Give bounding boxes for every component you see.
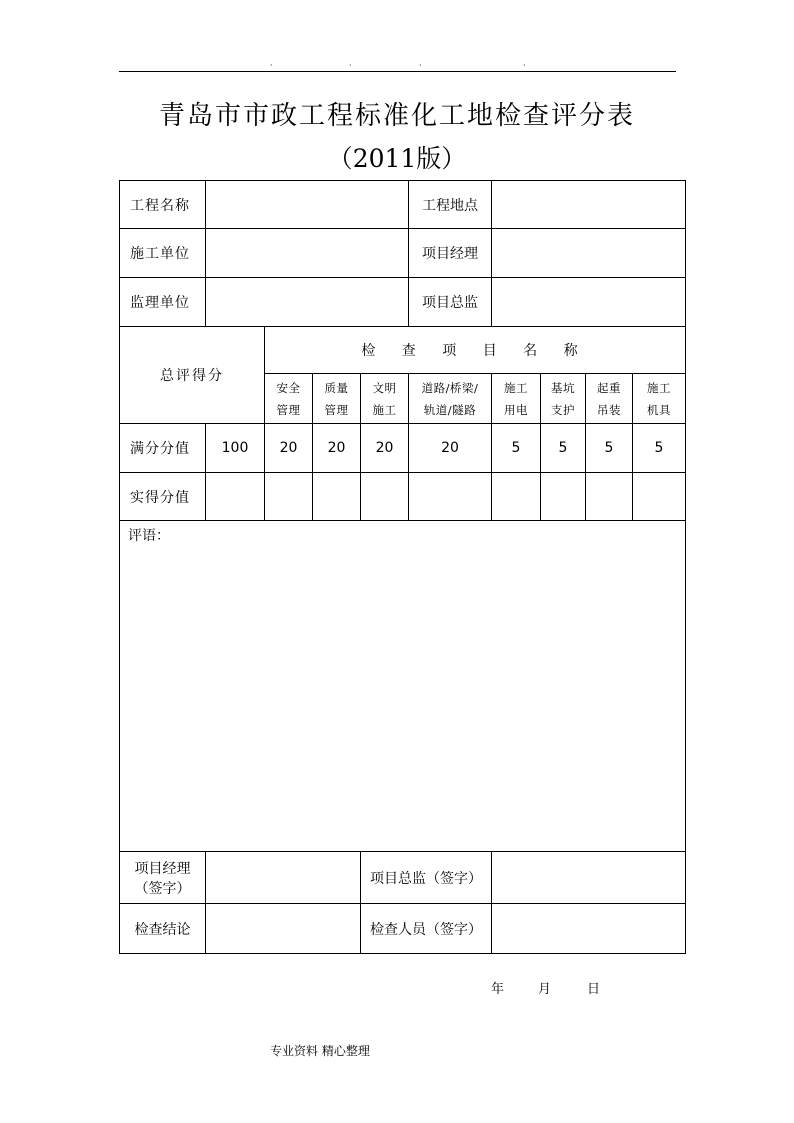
project-manager-label: 项目经理	[409, 229, 492, 278]
item-civilized-construction	[361, 374, 409, 424]
item-label-line2: 支护	[551, 402, 575, 417]
info-row	[120, 278, 686, 327]
full-score-label: 满分分值	[120, 424, 206, 473]
date-day: 日	[587, 982, 601, 997]
item-label-line1: 起重	[597, 380, 621, 395]
actual-score-label: 实得分值	[120, 473, 206, 521]
conclusion-field[interactable]	[206, 904, 361, 954]
item-label-line2: 机具	[647, 402, 671, 417]
item-label-line2: 管理	[324, 402, 349, 417]
inspector-signature-field[interactable]	[492, 904, 686, 954]
actual-score-field[interactable]	[586, 473, 633, 521]
chief-supervisor-label: 项目总监	[409, 278, 492, 327]
supervision-unit-field[interactable]	[206, 278, 409, 327]
header-dot: ·	[419, 61, 422, 70]
item-label-line1: 质量	[324, 380, 349, 395]
inspector-signature-label: 检查人员（签字）	[361, 904, 492, 954]
inspection-items-header: 检 查 项 目 名 称	[265, 327, 686, 374]
conclusion-label: 检查结论	[120, 904, 206, 954]
full-score-value: 20	[409, 424, 492, 473]
supervision-unit-label: 监理单位	[120, 278, 206, 327]
actual-score-field[interactable]	[492, 473, 541, 521]
full-score-value: 20	[361, 424, 409, 473]
item-label-line1: 道路/桥梁/	[421, 380, 479, 395]
item-label-line2: 用电	[504, 402, 528, 417]
full-score-value: 5	[586, 424, 633, 473]
item-safety-management	[265, 374, 313, 424]
comments-label: 评语：	[128, 528, 170, 544]
date-year: 年	[491, 982, 505, 997]
info-row	[120, 181, 686, 229]
actual-score-row	[120, 473, 686, 521]
project-name-field[interactable]	[206, 181, 409, 229]
manager-signature-field[interactable]	[206, 852, 361, 904]
date-month: 月	[538, 982, 552, 997]
full-score-value: 5	[492, 424, 541, 473]
score-header-row	[120, 327, 686, 374]
manager-signature-label	[120, 852, 206, 904]
comments-field[interactable]	[120, 521, 686, 852]
project-manager-field[interactable]	[492, 229, 686, 278]
actual-score-field[interactable]	[313, 473, 361, 521]
item-label-line1: 安全	[276, 380, 301, 395]
item-label-line1: 施工	[647, 380, 671, 395]
supervisor-signature-label: 项目总监（签字）	[361, 852, 492, 904]
full-score-value: 20	[313, 424, 361, 473]
actual-score-field[interactable]	[633, 473, 686, 521]
project-location-label: 工程地点	[409, 181, 492, 229]
item-construction-machinery	[633, 374, 686, 424]
manager-signature-line1: 项目经理	[134, 860, 191, 877]
header-dot: ·	[270, 61, 273, 70]
full-score-value: 5	[541, 424, 586, 473]
header-dot: ·	[349, 61, 352, 70]
info-row	[120, 229, 686, 278]
item-road-bridge-rail-tunnel	[409, 374, 492, 424]
header-rule	[119, 71, 676, 72]
page-footer: 专业资料 精心整理	[270, 1044, 370, 1058]
actual-score-field[interactable]	[265, 473, 313, 521]
full-score-total: 100	[206, 424, 265, 473]
full-score-row	[120, 424, 686, 473]
document-title: 青岛市市政工程标准化工地检查评分表	[158, 101, 635, 131]
item-hoisting	[586, 374, 633, 424]
actual-score-field[interactable]	[541, 473, 586, 521]
comments-row	[120, 521, 686, 852]
item-label-line2: 施工	[372, 402, 397, 417]
full-score-value: 5	[633, 424, 686, 473]
manager-signature-line2: （签字）	[134, 880, 191, 897]
conclusion-row	[120, 904, 686, 954]
item-pit-support	[541, 374, 586, 424]
chief-supervisor-field[interactable]	[492, 278, 686, 327]
item-label-line1: 文明	[372, 380, 397, 395]
project-name-label: 工程名称	[120, 181, 206, 229]
actual-score-field[interactable]	[361, 473, 409, 521]
construction-unit-field[interactable]	[206, 229, 409, 278]
signature-row	[120, 852, 686, 904]
full-score-value: 20	[265, 424, 313, 473]
construction-unit-label: 施工单位	[120, 229, 206, 278]
item-label-line1: 施工	[504, 380, 528, 395]
item-label-line2: 管理	[276, 402, 301, 417]
item-construction-electricity	[492, 374, 541, 424]
item-label-line2: 吊装	[597, 402, 621, 417]
item-label-line1: 基坑	[551, 380, 575, 395]
actual-score-total-field[interactable]	[206, 473, 265, 521]
inspection-score-table	[119, 180, 686, 954]
header-dot: ·	[523, 61, 526, 70]
actual-score-field[interactable]	[409, 473, 492, 521]
item-quality-management	[313, 374, 361, 424]
item-label-line2: 轨道/隧路	[423, 402, 477, 417]
project-location-field[interactable]	[492, 181, 686, 229]
document-subtitle: （2011版）	[327, 144, 467, 173]
total-score-label: 总评得分	[120, 327, 265, 424]
supervisor-signature-field[interactable]	[492, 852, 686, 904]
